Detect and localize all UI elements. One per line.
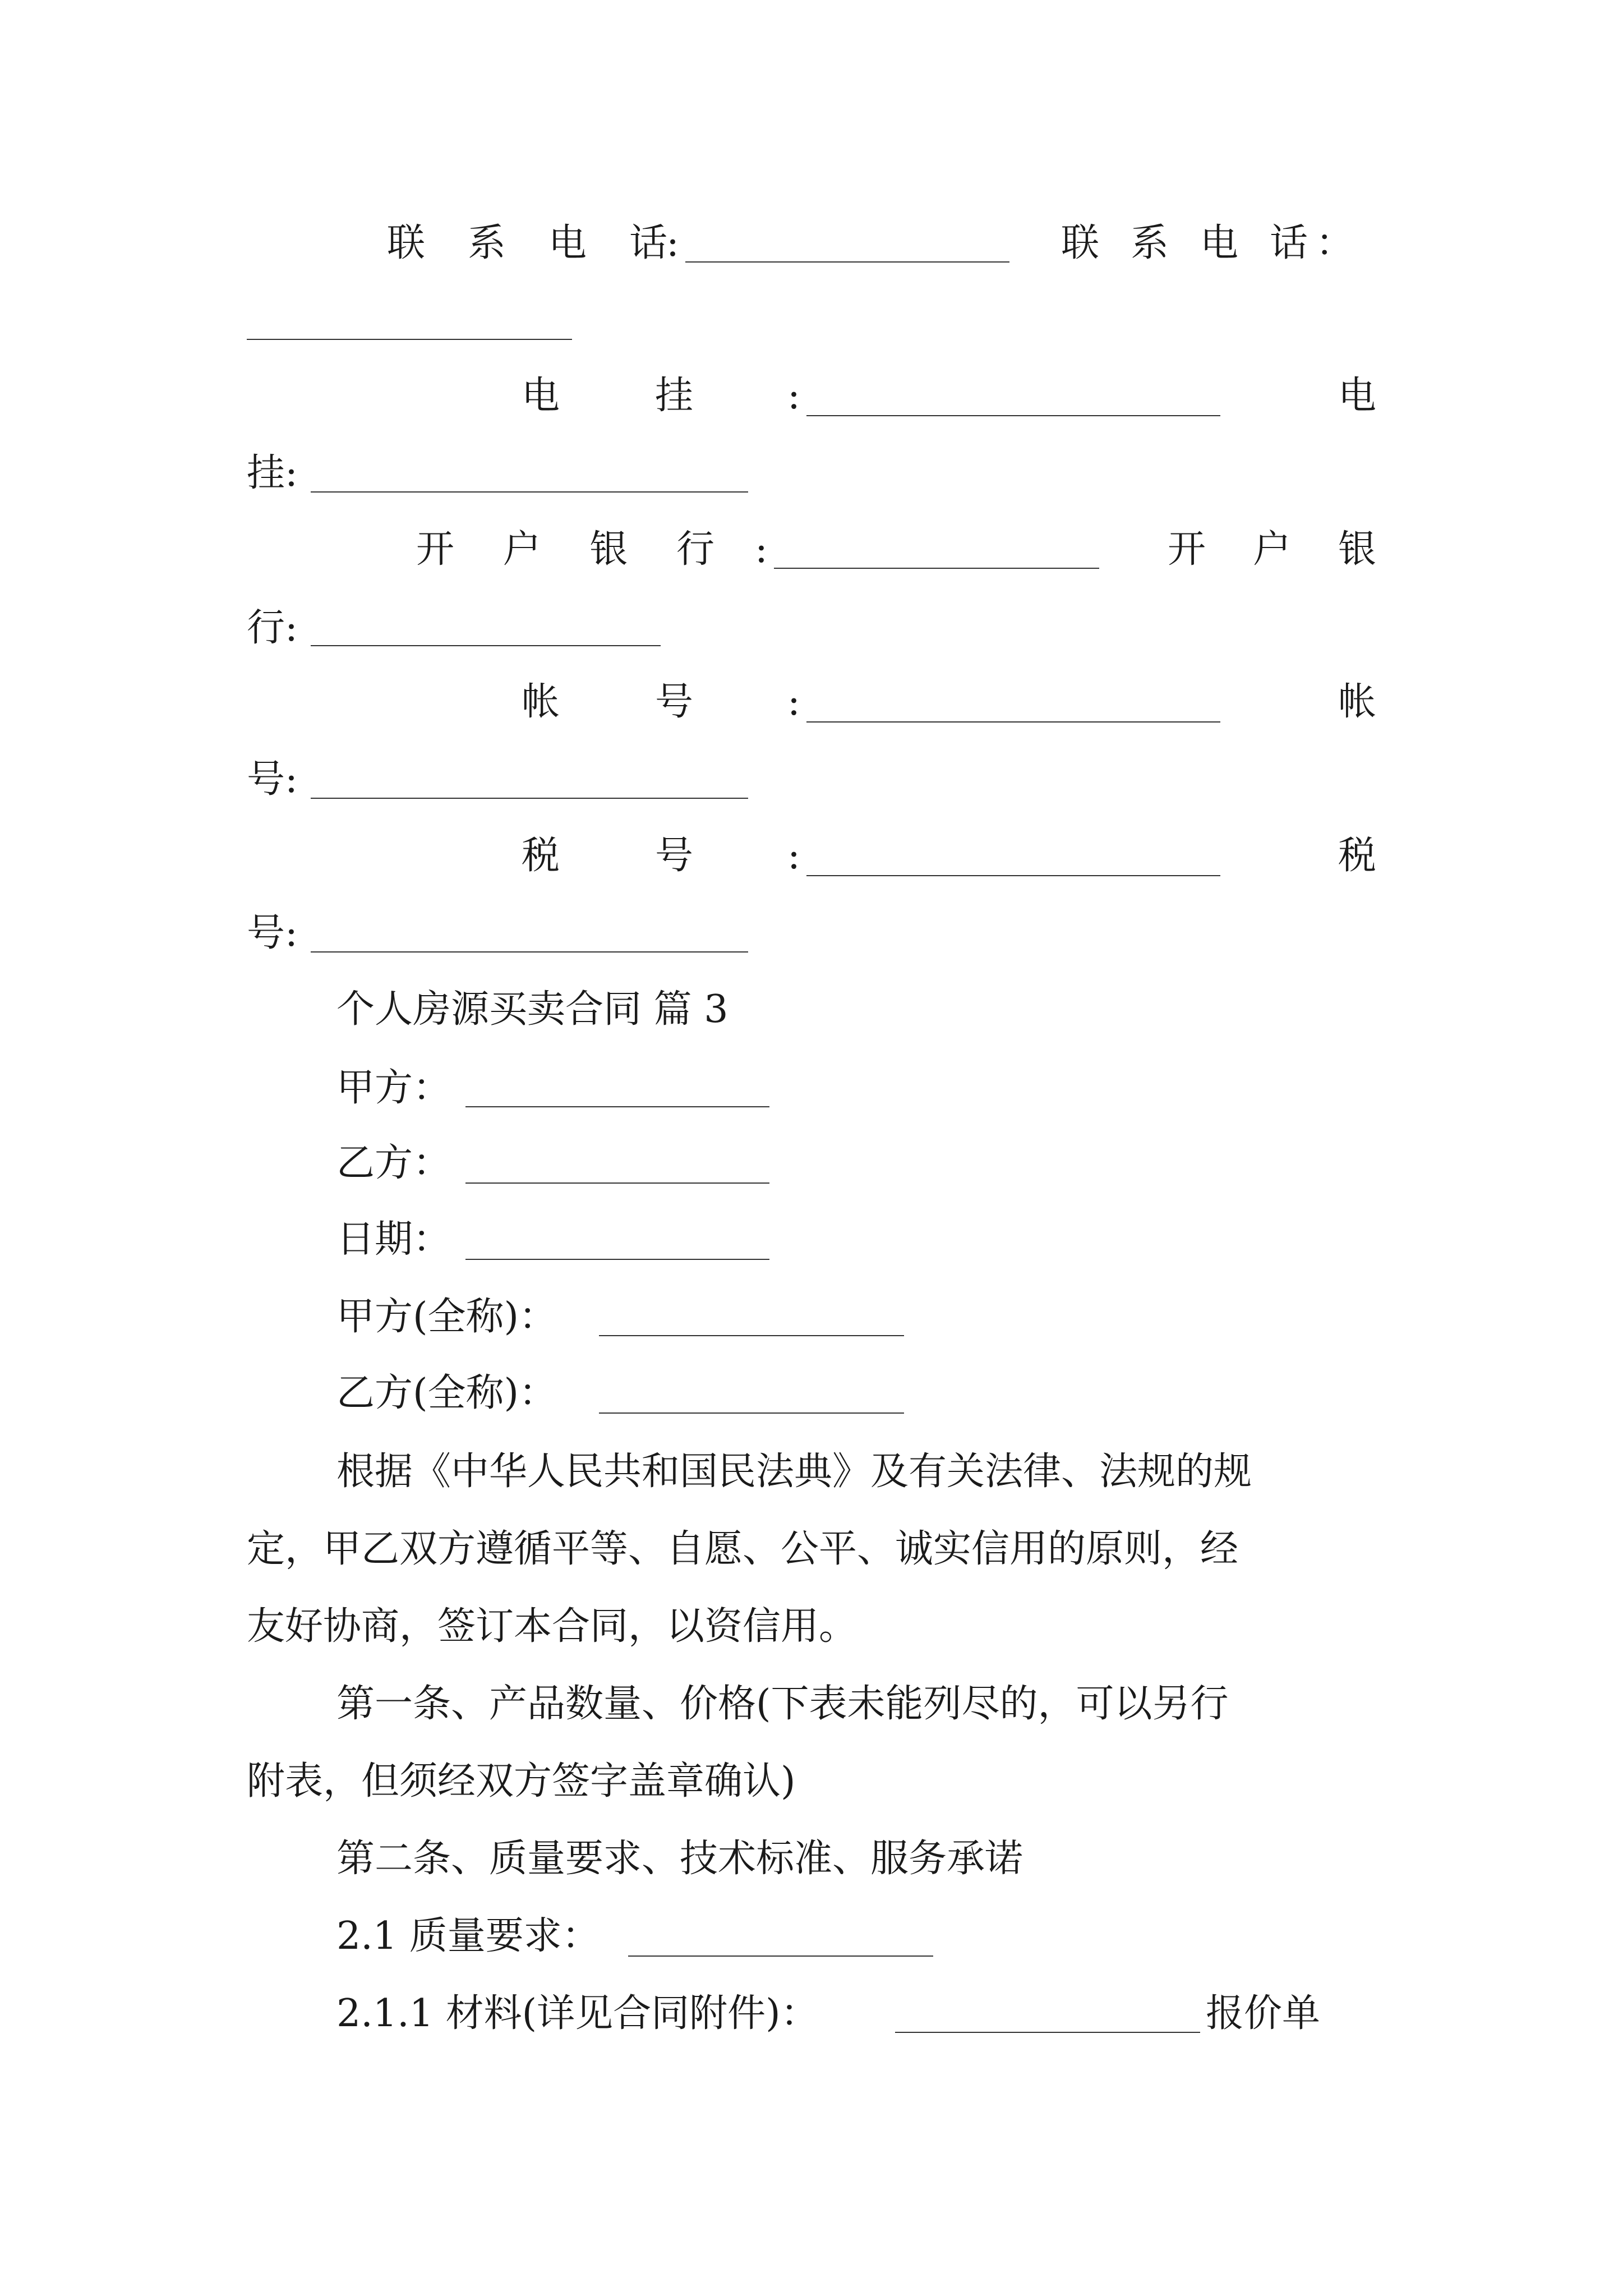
party-a-full-label: 甲方(全称)： [336, 1295, 557, 1339]
material-blank[interactable] [895, 2032, 1200, 2033]
account-label-b-end: 号: [247, 757, 298, 802]
party-b-label: 乙方： [336, 1141, 451, 1185]
article-1-line-1: 第一条、产品数量、价格(下表未能列尽的，可以另行 [336, 1682, 1229, 1726]
bank-blank-b[interactable] [311, 645, 661, 646]
party-b-blank[interactable] [465, 1182, 769, 1184]
contract-title: 个人房源买卖合同 篇 3 [336, 987, 728, 1032]
party-a-full-blank[interactable] [599, 1335, 904, 1336]
bank-label-b: 开 户 银 [1168, 527, 1376, 572]
phone-blank-a[interactable] [685, 261, 1009, 263]
phone-blank-b[interactable] [247, 339, 572, 340]
account-blank-b[interactable] [311, 798, 748, 799]
party-b-full-blank[interactable] [599, 1412, 904, 1414]
account-blank-a[interactable] [806, 721, 1220, 723]
fax-label-b-start: 电 [1338, 374, 1377, 418]
bank-label-a: 开 户 银 行 [416, 527, 714, 572]
quality-label: 2.1 质量要求： [336, 1914, 600, 1958]
bank-colon-a: : [755, 527, 768, 572]
intro-line-2: 定，甲乙双方遵循平等、自愿、公平、诚实信用的原则，经 [247, 1527, 1239, 1571]
fax-label-a: 电 挂 [522, 374, 693, 418]
tax-blank-b[interactable] [311, 951, 748, 953]
tax-colon-a: : [787, 834, 800, 878]
account-label-b-start: 帐 [1338, 680, 1377, 724]
phone-label-a: 联 系 电 话 [387, 221, 667, 265]
phone-colon-a: : [666, 221, 679, 265]
fax-colon-a: : [787, 374, 800, 418]
phone-label-b: 联 系 电 话 [1061, 221, 1308, 265]
account-colon-a: : [787, 680, 800, 724]
fax-blank-a[interactable] [806, 415, 1220, 416]
party-b-full-label: 乙方(全称)： [336, 1371, 557, 1415]
phone-colon-b: ： [1316, 221, 1354, 265]
fax-label-b-end: 挂: [247, 451, 298, 495]
party-a-blank[interactable] [465, 1106, 769, 1107]
date-label: 日期： [336, 1217, 451, 1262]
tax-label-a: 税 号 [522, 834, 693, 878]
bank-label-b-end: 行: [247, 606, 298, 650]
intro-line-3: 友好协商，签订本合同，以资信用。 [247, 1604, 857, 1649]
tax-blank-a[interactable] [806, 875, 1220, 876]
account-label-a: 帐 号 [522, 680, 693, 724]
article-1-line-2: 附表，但须经双方签字盖章确认) [247, 1759, 796, 1803]
intro-line-1: 根据《中华人民共和国民法典》及有关法律、法规的规 [336, 1450, 1252, 1494]
material-label: 2.1.1 材料(详见合同附件)： [336, 1991, 819, 2036]
quote-label: 报价单 [1206, 1991, 1321, 2036]
party-a-label: 甲方： [336, 1066, 451, 1110]
bank-blank-a[interactable] [774, 568, 1099, 569]
article-2-heading: 第二条、质量要求、技术标准、服务承诺 [336, 1837, 1023, 1881]
fax-blank-b[interactable] [311, 491, 748, 493]
tax-label-b-start: 税 [1338, 834, 1377, 878]
date-blank[interactable] [465, 1259, 769, 1260]
quality-blank[interactable] [628, 1955, 933, 1957]
tax-label-b-end: 号: [247, 911, 298, 955]
